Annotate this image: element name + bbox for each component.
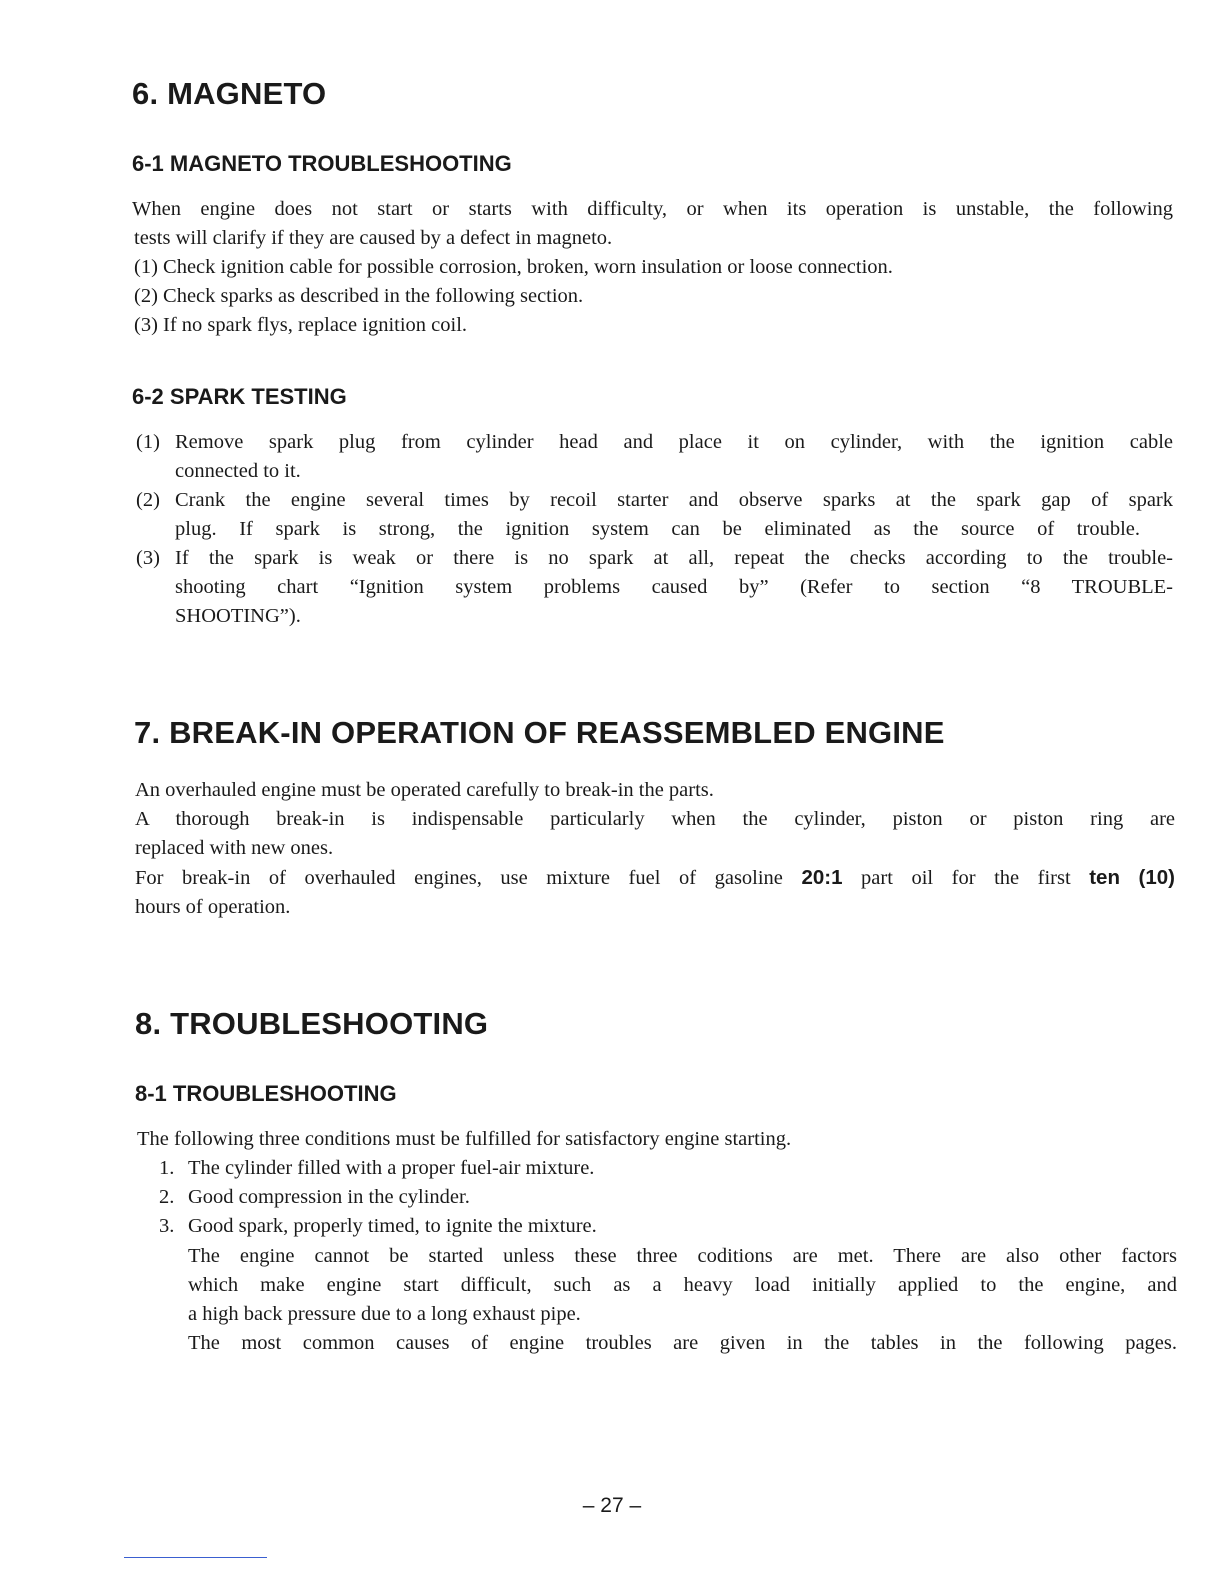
section-6-title: 6. MAGNETO — [132, 76, 327, 111]
s61-intro-line2: tests will clarify if they are caused by a defect in magneto. — [134, 227, 613, 249]
section-6-2-title: 6-2 SPARK TESTING — [132, 384, 347, 409]
s61-item-1: (1) Check ignition cable for possible corrosion, broken, worn insulation or loose connection. — [134, 256, 893, 278]
s81-item-3: Good spark, properly timed, to ignite the mixture. — [188, 1215, 597, 1237]
s81-para1-line1: The engine cannot be started unless these three coditions are met. There are also other factors — [188, 1245, 1177, 1267]
s62-item-2-line1: Crank the engine several times by recoil starter and observe sparks at the spark gap of spark — [175, 489, 1173, 511]
s81-para2: The most common causes of engine troubles are given in the tables in the following pages. — [188, 1332, 1177, 1354]
s62-item-3-line3: SHOOTING”). — [175, 605, 301, 627]
s62-item-1-line2: connected to it. — [175, 460, 301, 482]
footer-rule — [124, 1557, 267, 1558]
s81-item-3-num: 3. — [159, 1215, 175, 1237]
s7-line4 — [135, 863, 1175, 893]
s81-item-2-num: 2. — [159, 1186, 175, 1208]
mix-ratio: 20:1 — [801, 866, 843, 889]
s7-line4-mid: part oil for the first — [842, 867, 1090, 889]
section-7-title: 7. BREAK-IN OPERATION OF REASSEMBLED ENGINE — [134, 715, 945, 750]
s81-item-1: The cylinder filled with a proper fuel-air mixture. — [188, 1157, 595, 1179]
s81-item-2: Good compression in the cylinder. — [188, 1186, 470, 1208]
s62-item-1-num: (1) — [136, 431, 160, 453]
page-number: – 27 – — [582, 1494, 642, 1517]
s62-item-3-num: (3) — [136, 547, 160, 569]
s7-line4-pre: For break-in of overhauled engines, use mixture fuel of gasoline — [135, 867, 802, 889]
s61-intro-line1: When engine does not start or starts with difficulty, or when its operation is unstable, the following — [132, 198, 1173, 220]
s81-intro: The following three conditions must be fulfilled for satisfactory engine starting. — [137, 1128, 792, 1150]
s62-item-2-line2: plug. If spark is strong, the ignition system can be eliminated as the source of trouble. — [175, 518, 1140, 540]
s62-item-2-num: (2) — [136, 489, 160, 511]
s81-para1-line2: which make engine start difficult, such as a heavy load initially applied to the engine, and — [188, 1274, 1177, 1296]
s7-line2: A thorough break-in is indispensable particularly when the cylinder, piston or piston ring are — [135, 808, 1175, 830]
s62-item-3-line2: shooting chart “Ignition system problems caused by” (Refer to section “8 TROUBLE- — [175, 576, 1173, 598]
s7-line3: replaced with new ones. — [135, 837, 334, 859]
section-6-1-title: 6-1 MAGNETO TROUBLESHOOTING — [132, 151, 512, 176]
hours-word: ten — [1089, 866, 1120, 889]
section-8-title: 8. TROUBLESHOOTING — [135, 1006, 489, 1041]
s61-item-3: (3) If no spark flys, replace ignition coil. — [134, 314, 468, 336]
s81-item-1-num: 1. — [159, 1157, 175, 1179]
s61-item-2: (2) Check sparks as described in the following section. — [134, 285, 584, 307]
section-8-1-title: 8-1 TROUBLESHOOTING — [135, 1081, 397, 1106]
s7-line1: An overhauled engine must be operated carefully to break-in the parts. — [135, 779, 714, 801]
s7-line5: hours of operation. — [135, 896, 291, 918]
hours-number: (10) — [1138, 866, 1175, 889]
s81-para1-line3: a high back pressure due to a long exhaust pipe. — [188, 1303, 581, 1325]
s62-item-1-line1: Remove spark plug from cylinder head and place it on cylinder, with the ignition cable — [175, 431, 1173, 453]
s62-item-3-line1: If the spark is weak or there is no spark at all, repeat the checks according to the trouble- — [175, 547, 1173, 569]
